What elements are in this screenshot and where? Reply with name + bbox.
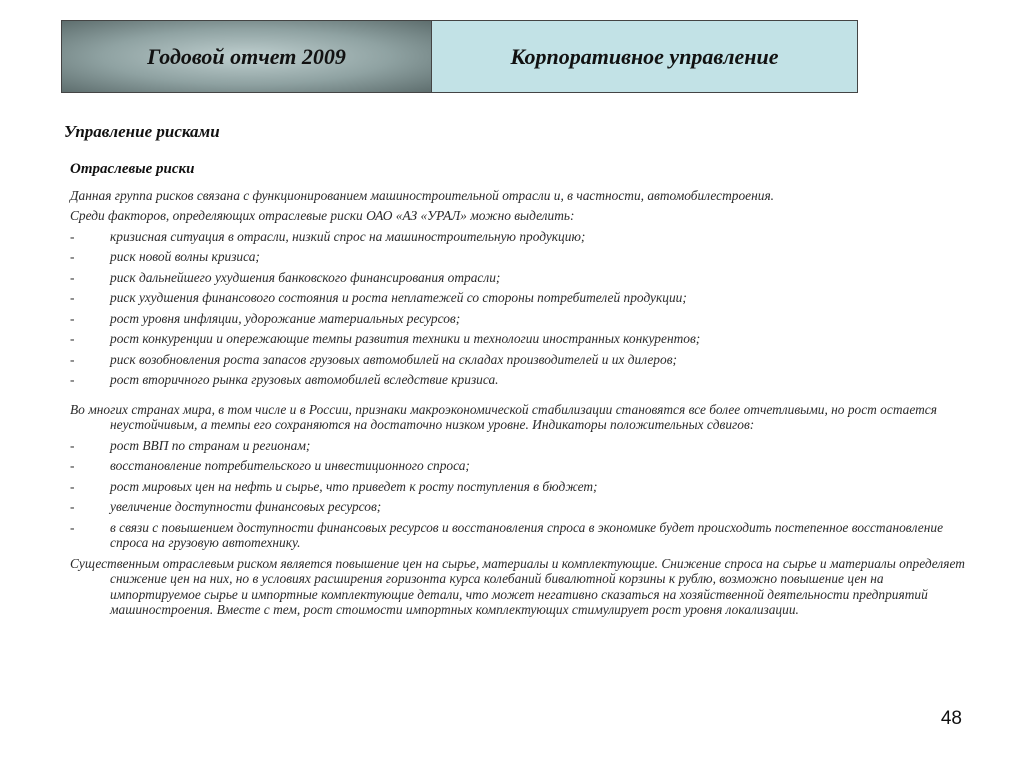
list-item bbox=[70, 499, 970, 515]
list-item-text: риск ухудшения финансового состояния и роста неплатежей со стороны потребителей продукции; bbox=[110, 290, 687, 305]
stabilization-paragraph: Во многих странах мира, в том числе и в России, признаки макроэкономической стабилизации становятся все более отчетливыми, но рост остается неустойчивым, а темпы его сохраняются на достаточно низком уровне. Индикаторы положительных сдвигов: bbox=[70, 401, 937, 432]
indicators-list bbox=[70, 438, 970, 551]
list-item bbox=[70, 438, 970, 454]
factors-intro-paragraph: Среди факторов, определяющих отраслевые риски ОАО «АЗ «УРАЛ» можно выделить: bbox=[70, 208, 575, 223]
list-item bbox=[70, 331, 970, 347]
list-item-text: риск новой волны кризиса; bbox=[110, 249, 260, 264]
list-item bbox=[70, 479, 970, 495]
list-item-text: кризисная ситуация в отрасли, низкий спрос на машиностроительную продукцию; bbox=[110, 228, 586, 244]
list-item-text: рост уровня инфляции, удорожание материальных ресурсов; bbox=[110, 310, 461, 326]
list-item-text: увеличение доступности финансовых ресурсов; bbox=[110, 499, 382, 514]
header-section-panel bbox=[432, 21, 857, 92]
section-title: Управление рисками bbox=[64, 122, 220, 141]
dash-bullet: - bbox=[70, 249, 75, 264]
dash-bullet: - bbox=[70, 331, 75, 346]
list-item-text: рост ВВП по странам и регионам; bbox=[110, 437, 311, 453]
list-item-text: риск дальнейшего ухудшения банковского финансирования отрасли; bbox=[110, 269, 501, 285]
slide-header bbox=[61, 20, 858, 93]
list-item bbox=[70, 229, 970, 245]
report-title: Годовой отчет 2009 bbox=[147, 43, 346, 69]
list-item bbox=[70, 290, 970, 306]
header-report-panel bbox=[62, 21, 432, 92]
list-item-text: риск возобновления роста запасов грузовых автомобилей на складах производителей и их дилеров; bbox=[110, 351, 677, 367]
list-item bbox=[70, 352, 970, 368]
list-item-text: в связи с повышением доступности финансовых ресурсов и восстановления спроса в экономике будет происходить постепенное восстановление спроса на грузовую автотехнику. bbox=[110, 519, 944, 550]
dash-bullet: - bbox=[70, 228, 75, 244]
list-item bbox=[70, 372, 970, 388]
list-item-text: рост конкуренции и опережающие темпы развития техники и технологии иностранных конкурентов; bbox=[110, 331, 701, 346]
dash-bullet: - bbox=[70, 519, 75, 535]
dash-bullet: - bbox=[70, 458, 75, 473]
list-item-text: рост вторичного рынка грузовых автомобилей вследствие кризиса. bbox=[110, 372, 499, 387]
conclusion-paragraph: Существенным отраслевым риском является повышение цен на сырье, материалы и комплектующие. Снижение спроса на сырье и материалы определяет снижение цен на них, но в условиях расширения горизонта курса колебаний бивалютной корзины к рублю, возможно повышение цен на импортируемое сырье и импортные комплектующие детали, что может негативно сказаться на хозяйственной деятельности предприятий машиностроения. Вместе с тем, рост стоимости импортных комплектующих стимулирует рост уровня локализации. bbox=[70, 555, 965, 617]
dash-bullet: - bbox=[70, 351, 75, 367]
dash-bullet: - bbox=[70, 372, 75, 387]
list-item-text: восстановление потребительского и инвестиционного спроса; bbox=[110, 458, 470, 473]
intro-paragraph: Данная группа рисков связана с функционированием машиностроительной отрасли и, в частности, автомобилестроения. bbox=[70, 187, 775, 203]
dash-bullet: - bbox=[70, 290, 75, 305]
list-item bbox=[70, 520, 970, 551]
list-item bbox=[70, 458, 970, 474]
dash-bullet: - bbox=[70, 478, 75, 494]
list-item bbox=[70, 270, 970, 286]
chapter-title: Корпоративное управление bbox=[510, 43, 779, 69]
slide-content bbox=[70, 162, 970, 623]
factors-list bbox=[70, 229, 970, 388]
subtitle: Отраслевые риски bbox=[70, 161, 195, 177]
dash-bullet: - bbox=[70, 310, 75, 326]
list-item bbox=[70, 311, 970, 327]
dash-bullet: - bbox=[70, 499, 75, 514]
dash-bullet: - bbox=[70, 269, 75, 285]
list-item bbox=[70, 249, 970, 265]
dash-bullet: - bbox=[70, 437, 75, 453]
page-number: 48 bbox=[940, 708, 962, 729]
list-item-text: рост мировых цен на нефть и сырье, что приведет к росту поступления в бюджет; bbox=[110, 478, 598, 494]
